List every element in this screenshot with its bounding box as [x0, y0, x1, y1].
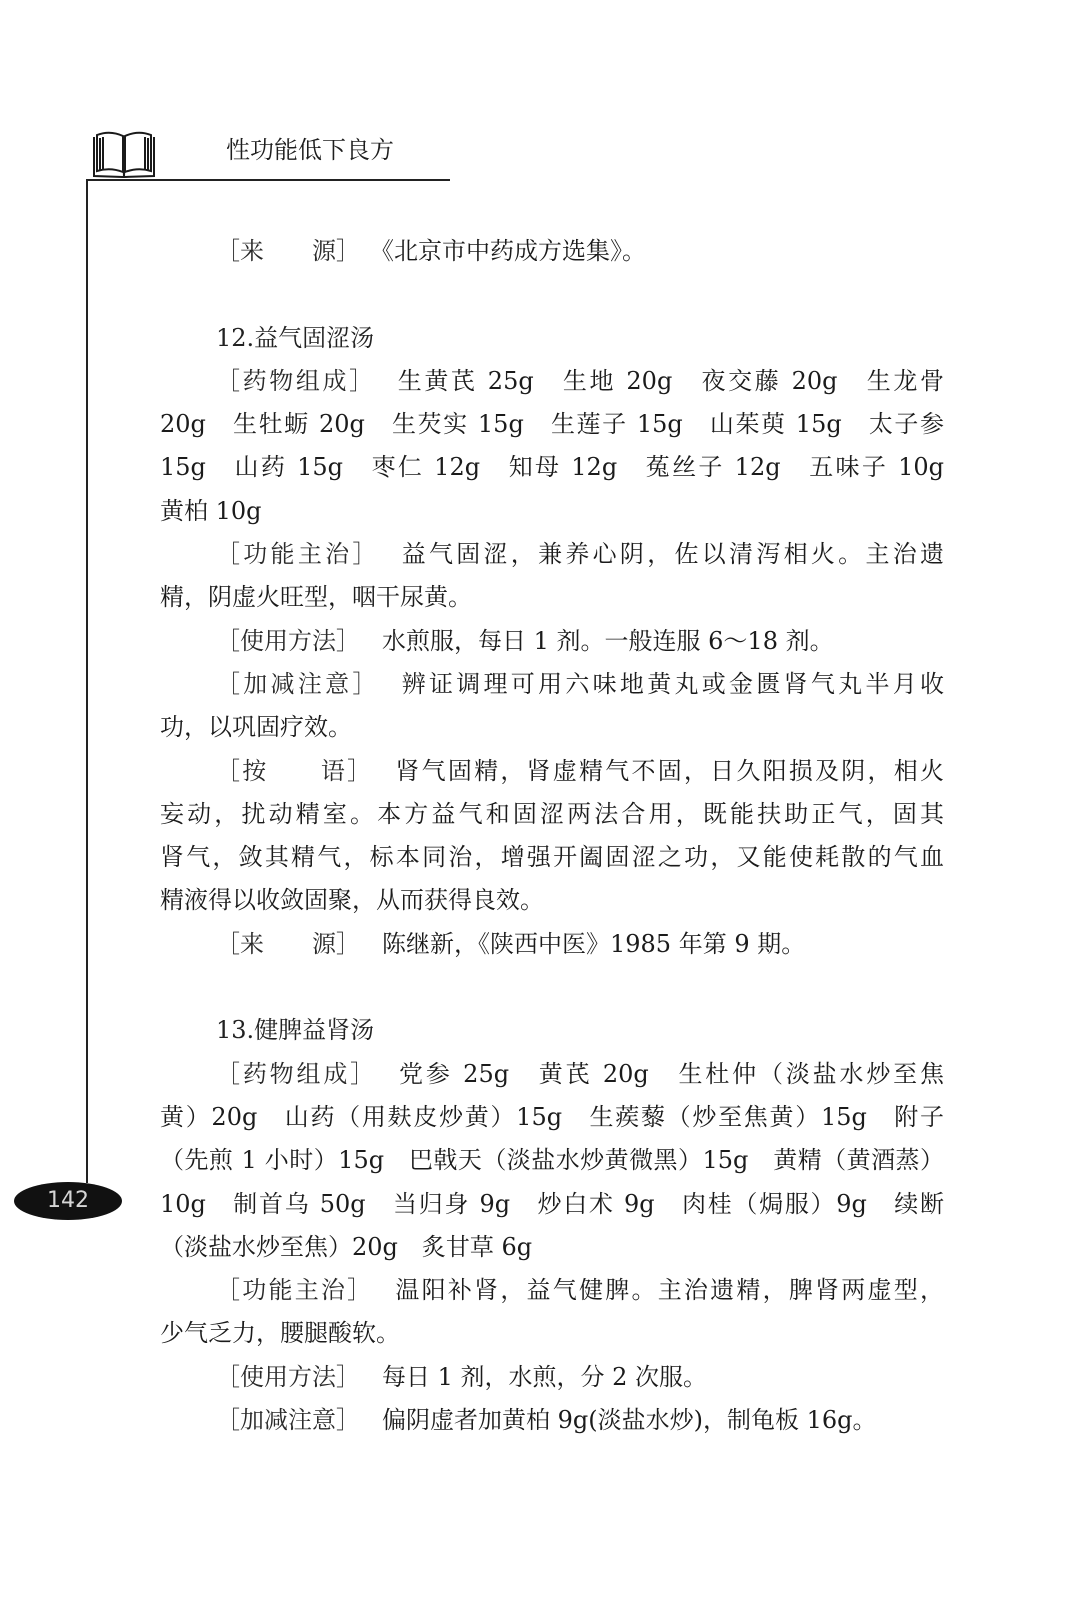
- field-line: 妄动，扰动精室。本方益气和固涩两法合用，既能扶助正气，固其: [160, 799, 944, 828]
- field-line: [160, 923, 944, 966]
- field-text: 偏阴虚者加黄柏 9g(淡盐水炒)，制龟板 16g。: [382, 1406, 877, 1435]
- field-line: 精液得以收敛固聚，从而获得良效。: [160, 886, 544, 915]
- field-indications: [160, 1269, 944, 1356]
- field-ingredients: [160, 1053, 944, 1269]
- field-source: [160, 230, 944, 273]
- field-text: 肾气固精，肾虚精气不固，日久阳损及阴，相火: [395, 756, 945, 785]
- field-line: [160, 1399, 944, 1442]
- field-line: 15g 山药 15g 枣仁 12g 知母 12g 菟丝子 12g 五味子 10g: [160, 453, 944, 482]
- field-modifications: [160, 663, 944, 750]
- open-book-icon: [92, 128, 156, 180]
- running-header-title: 性功能低下良方: [226, 136, 394, 164]
- field-text: 温阳补肾，益气健脾。主治遗精，脾肾两虚型，: [395, 1276, 945, 1305]
- field-line: 10g 制首乌 50g 当归身 9g 炒白术 9g 肉桂（焗服）9g 续断: [160, 1189, 944, 1218]
- recipe-entry: [160, 1009, 944, 1442]
- field-label: ［按 语］: [216, 756, 374, 785]
- field-line: （淡盐水炒至焦）20g 炙甘草 6g: [160, 1232, 533, 1261]
- field-line: [160, 1269, 944, 1312]
- field-label: ［使用方法］: [216, 1362, 360, 1391]
- field-line: 精，阴虚火旺型，咽干尿黄。: [160, 583, 472, 612]
- field-line: 少气乏力，腰腿酸软。: [160, 1319, 400, 1348]
- field-text: 党参 25g 黄芪 20g 生杜仲（淡盐水炒至焦: [399, 1059, 945, 1088]
- recipe-title: 13.健脾益肾汤: [216, 1016, 375, 1045]
- field-label: ［加减注意］: [216, 1406, 360, 1435]
- field-text: 生黄芪 25g 生地 20g 夜交藤 20g 生龙骨: [397, 366, 945, 395]
- field-label: ［使用方法］: [216, 626, 360, 655]
- field-line: [160, 533, 944, 576]
- field-indications: [160, 533, 944, 620]
- field-line: 黄）20g 山药（用麸皮炒黄）15g 生蒺藜（炒至焦黄）15g 附子: [160, 1102, 944, 1131]
- field-text: 水煎服，每日 1 剂。一般连服 6～18 剂。: [382, 626, 834, 655]
- field-usage: [160, 1356, 944, 1399]
- field-line: [160, 750, 944, 793]
- field-line: 20g 生牡蛎 20g 生芡实 15g 生莲子 15g 山茱萸 15g 太子参: [160, 410, 944, 439]
- field-line: （先煎 1 小时）15g 巴戟天（淡盐水炒黄微黑）15g 黄精（黄酒蒸）: [160, 1146, 944, 1175]
- field-line: [160, 230, 944, 273]
- field-line: [160, 1356, 944, 1399]
- field-text: 益气固涩，兼养心阴，佐以清泻相火。主治遗: [401, 540, 945, 569]
- field-modifications: [160, 1399, 944, 1442]
- recipe-entry: [160, 317, 944, 966]
- field-line: [160, 620, 944, 663]
- header-rule: [88, 179, 450, 181]
- field-label: ［功能主治］: [216, 540, 380, 569]
- paragraph-gap: [160, 966, 944, 1009]
- field-line: [160, 360, 944, 403]
- field-line: 黄柏 10g: [160, 496, 262, 525]
- field-line: 肾气，敛其精气，标本同治，增强开阖固涩之功，又能使耗散的气血: [160, 843, 944, 872]
- field-label: ［药物组成］: [216, 1059, 378, 1088]
- field-usage: [160, 620, 944, 663]
- field-label: ［药物组成］: [216, 366, 376, 395]
- paragraph-gap: [160, 273, 944, 316]
- body-text: [160, 230, 944, 1442]
- page-number: 142: [14, 1182, 122, 1220]
- field-label: ［功能主治］: [216, 1276, 374, 1305]
- field-label: ［来 源］: [216, 929, 360, 958]
- field-line: [160, 663, 944, 706]
- field-text: 陈继新，《陕西中医》1985 年第 9 期。: [382, 929, 806, 958]
- field-text: 辨证调理可用六味地黄丸或金匮肾气丸半月收: [401, 669, 945, 698]
- field-label: ［加减注意］: [216, 669, 380, 698]
- field-line: 功，以巩固疗效。: [160, 713, 352, 742]
- field-line: [160, 1053, 944, 1096]
- field-ingredients: [160, 360, 944, 533]
- field-text: 《北京市中药成方选集》。: [382, 237, 646, 265]
- field-label: ［来 源］: [216, 237, 360, 265]
- field-text: 每日 1 剂，水煎，分 2 次服。: [382, 1362, 708, 1391]
- margin-rule: [86, 179, 88, 1183]
- recipe-title: 12.益气固涩汤: [216, 323, 375, 352]
- field-commentary: [160, 750, 944, 923]
- field-source: [160, 923, 944, 966]
